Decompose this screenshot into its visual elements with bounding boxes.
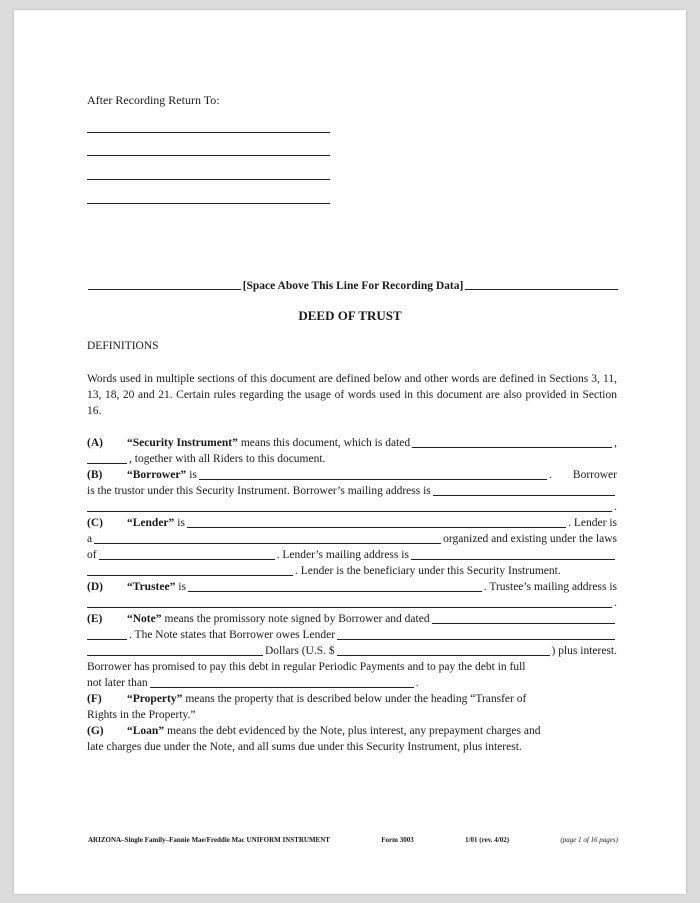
recording-notice: [Space Above This Line For Recording Data] <box>242 280 464 292</box>
return-address-line-4 <box>87 203 330 204</box>
section-e-text-2: . The Note states that Borrower owes Lender <box>129 629 336 641</box>
loan-amount-words-field[interactable] <box>337 628 615 640</box>
section-f-line-2 <box>87 708 617 722</box>
section-d-term: “Trustee” <box>127 581 176 593</box>
section-c-line-4 <box>87 564 617 578</box>
section-b-label: (B) <box>87 469 103 481</box>
footer-form-number: Form 3003 <box>381 836 414 844</box>
section-c-text-5: of <box>87 549 97 561</box>
trustee-name-field[interactable] <box>188 580 482 592</box>
section-e-text-3: Dollars (U.S. $ <box>265 645 335 657</box>
section-a-term: “Security Instrument” <box>127 437 238 449</box>
section-c-text-7: . Lender is the beneficiary under this Security Instrument. <box>295 565 561 577</box>
trustee-address-field[interactable] <box>87 596 612 608</box>
section-d-text-2: . Trustee’s mailing address is <box>483 581 617 593</box>
note-date-field[interactable] <box>432 612 615 624</box>
section-e-term: “Note” <box>127 613 162 625</box>
divider-rule-left <box>88 278 241 290</box>
section-e-line-3 <box>87 644 617 658</box>
section-a-line-2 <box>87 452 617 466</box>
section-b-text: is <box>189 469 197 481</box>
footer-instrument: ARIZONA–Single Family–Fannie Mae/Freddie Mac UNIFORM INSTRUMENT <box>88 836 330 844</box>
note-date-field-2[interactable] <box>87 628 127 640</box>
security-instrument-date-field-2[interactable] <box>87 452 127 464</box>
section-g-text-2: late charges due under the Note, and all sums due under this Security Instrument, plus interest. <box>87 741 522 753</box>
borrower-address-field[interactable] <box>433 484 615 496</box>
section-c-label: (C) <box>87 517 103 529</box>
section-g-term: “Loan” <box>127 725 165 737</box>
return-address-line-2 <box>87 155 330 156</box>
section-f-text-2: Rights in the Property.” <box>87 709 196 721</box>
document-page <box>14 10 686 894</box>
section-e-text-6: not later than <box>87 677 148 689</box>
section-b-text-2: . Borrower <box>549 469 617 481</box>
section-c-line-1 <box>87 516 617 530</box>
section-e-line-5: not later than . <box>87 677 419 689</box>
section-e-line-4 <box>87 660 617 674</box>
section-g-text: means the debt evidenced by the Note, plus interest, any prepayment charges and <box>167 725 541 737</box>
section-b-line-2 <box>87 484 617 498</box>
lender-entity-type-field[interactable] <box>94 532 441 544</box>
section-f-text: means the property that is described below under the heading “Transfer of <box>185 693 527 705</box>
security-instrument-date-field[interactable] <box>412 436 612 448</box>
section-b-text-3: is the trustor under this Security Instrument. Borrower’s mailing address is <box>87 485 431 497</box>
section-a-text-2: , together with all Riders to this document. <box>129 453 326 465</box>
section-d-line-1 <box>87 580 617 594</box>
recording-data-divider <box>88 278 618 292</box>
intro-paragraph: Words used in multiple sections of this document are defined below and other words are defined in Sections 3, 11, 13, 18, 20 and 21. Certain rules regarding the usage of words used in this document are also provided in Section 16. <box>87 373 617 417</box>
section-c-text: is <box>177 517 185 529</box>
section-d-label: (D) <box>87 581 103 593</box>
section-e-text: means the promissory note signed by Borrower and dated <box>164 613 430 625</box>
return-address-line-3 <box>87 179 330 180</box>
section-g-line-1 <box>87 724 617 738</box>
section-b-term: “Borrower” <box>127 469 187 481</box>
section-f-label: (F) <box>87 693 102 705</box>
footer-page-number: (page 1 of 16 pages) <box>560 836 618 844</box>
section-g-label: (G) <box>87 725 104 737</box>
section-e-line-2 <box>87 628 617 642</box>
section-b-line-3: . <box>87 500 617 514</box>
return-address-line-1 <box>87 132 330 133</box>
section-a-text: means this document, which is dated <box>240 437 411 449</box>
section-c-line-3 <box>87 548 617 562</box>
section-d-text: is <box>178 581 187 593</box>
section-c-term: “Lender” <box>127 517 175 529</box>
document-title: DEED OF TRUST <box>298 308 402 323</box>
loan-amount-dollars-field[interactable] <box>337 644 550 656</box>
lender-address-field[interactable] <box>411 548 615 560</box>
section-f-line-1 <box>87 692 617 706</box>
section-g-line-2 <box>87 740 617 754</box>
section-e-line-1 <box>87 612 617 626</box>
return-to-label: After Recording Return To: <box>87 93 220 107</box>
section-c-text-6: . Lender’s mailing address is <box>276 549 409 561</box>
divider-rule-right <box>465 278 618 290</box>
section-a-line-1: (A) “Security Instrument” means this document, which is dated , <box>87 437 617 449</box>
lender-name-field[interactable] <box>187 516 566 528</box>
footer-revision: 1/01 (rev. 4/02) <box>465 836 510 844</box>
lender-jurisdiction-field[interactable] <box>99 548 275 560</box>
section-c-line-2 <box>87 532 617 546</box>
section-e-text-4: ) plus interest. <box>551 645 617 657</box>
page-footer <box>88 836 618 844</box>
section-c-text-3: a <box>87 533 93 545</box>
section-c-text-4: organized and existing under the laws <box>443 533 617 545</box>
maturity-date-field[interactable] <box>150 676 414 688</box>
lender-address-field-2[interactable] <box>87 564 293 576</box>
borrower-address-field-2[interactable] <box>87 500 612 512</box>
section-e-text-5: Borrower has promised to pay this debt in regular Periodic Payments and to pay the debt in full <box>87 661 526 673</box>
section-a-label: (A) <box>87 437 103 449</box>
borrower-name-field[interactable] <box>199 468 547 480</box>
definitions-heading: DEFINITIONS <box>87 340 159 352</box>
loan-amount-words-field-2[interactable] <box>87 644 263 656</box>
section-b-line-1 <box>87 468 617 482</box>
section-c-text-2: . Lender is <box>568 517 617 529</box>
section-f-term: “Property” <box>127 693 183 705</box>
section-e-label: (E) <box>87 613 103 625</box>
section-d-line-2: . <box>87 596 617 610</box>
